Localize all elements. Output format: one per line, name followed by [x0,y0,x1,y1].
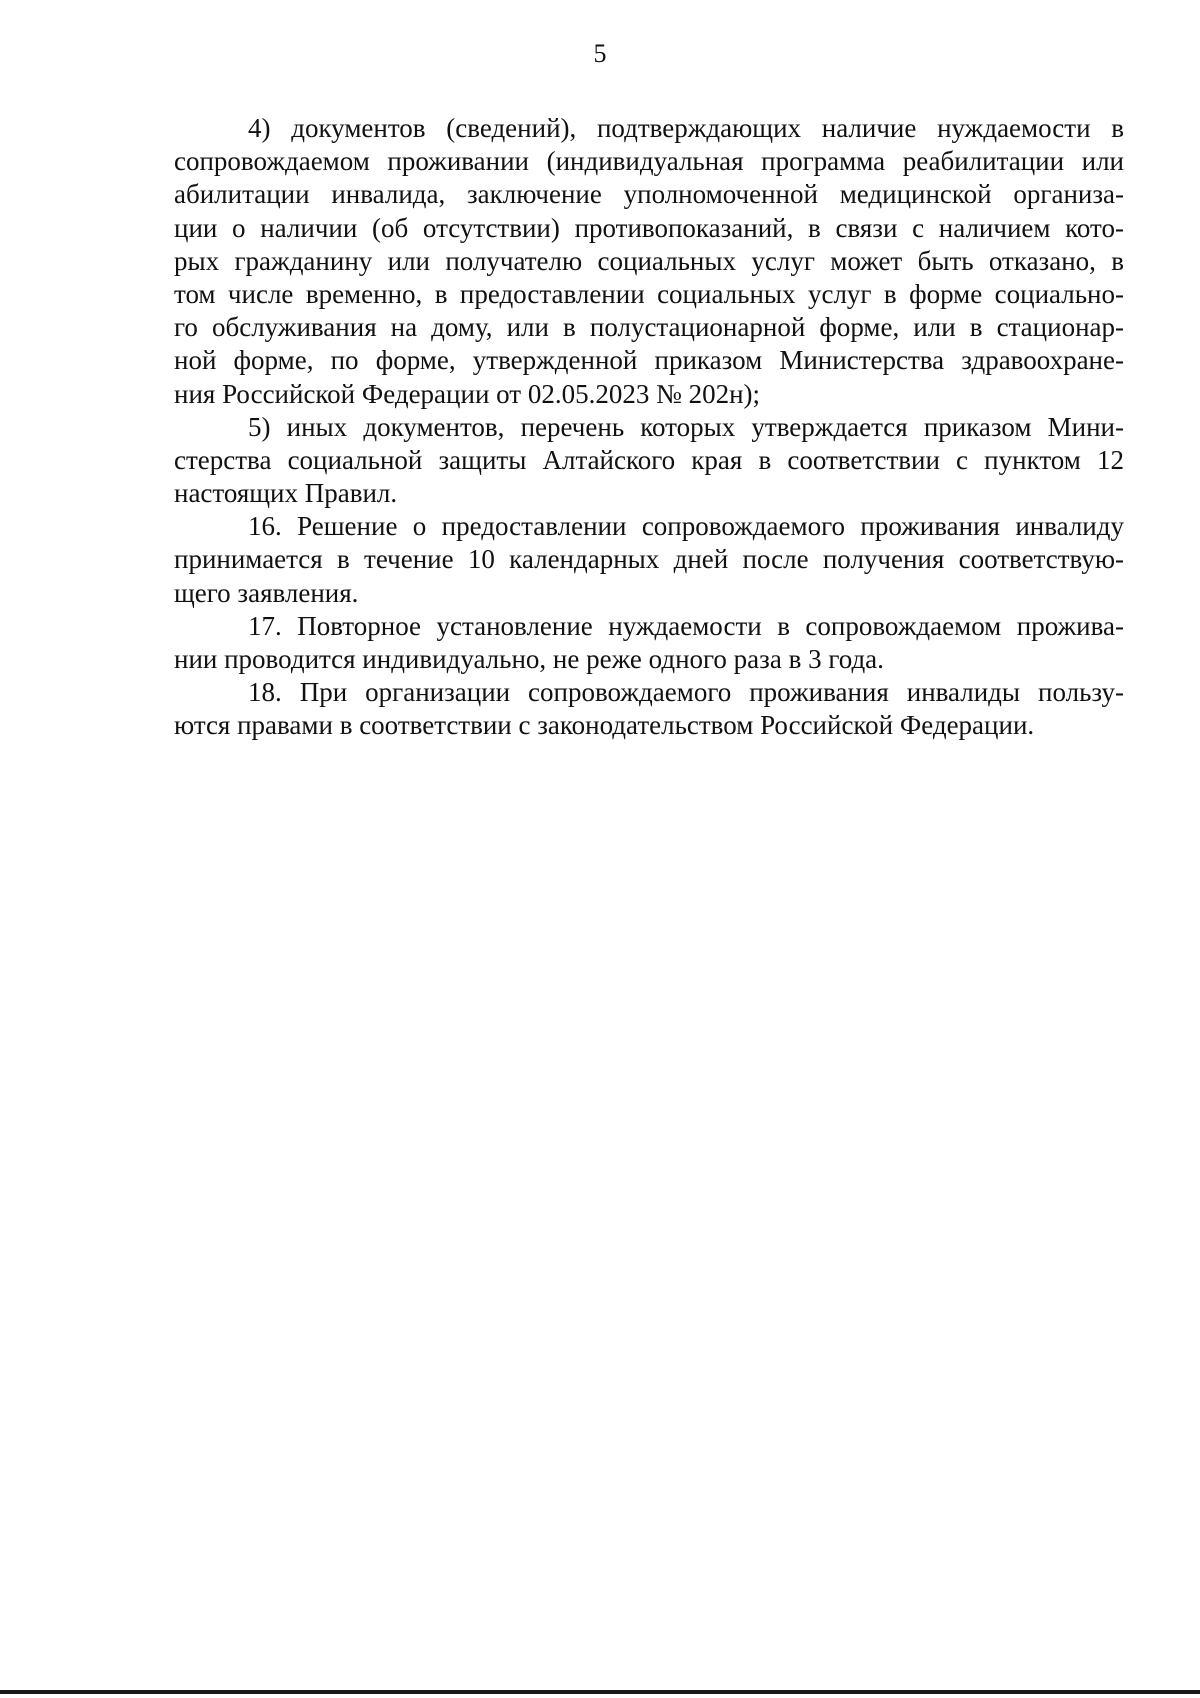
document-body [174,112,1124,743]
text-line: 17. Повторное установление нуждаемости в сопровождаемом прожива- [248,610,1124,641]
text-line: принимается в течение 10 календарных дней после получения соответствую- [174,544,1124,575]
text-line: абилитации инвалида, заключение уполномоченной медицинской организа- [174,179,1124,210]
text-line: настоящих Правил. [174,478,398,509]
paragraph-item-5 [174,411,1124,511]
text-line: ния Российской Федерации от 02.05.2023 № 202н); [174,378,761,409]
paragraph-clause-17 [174,610,1124,676]
text-line: 5) иных документов, перечень которых утверждается приказом Мини- [248,411,1124,442]
page-number: 5 [593,39,607,68]
paragraph-item-4 [174,112,1124,411]
text-line: 4) документов (сведений), подтверждающих наличие нуждаемости в [248,113,1124,143]
text-line: 16. Решение о предоставлении сопровождаемого проживания инвалиду [248,511,1124,542]
text-line: ции о наличии (об отсутствии) противопоказаний, в связи с наличием кото- [174,212,1124,243]
text-line: рых гражданину или получателю социальных услуг может быть отказано, в [174,245,1124,276]
paragraph-clause-18 [174,676,1124,742]
text-line: стерства социальной защиты Алтайского края в соответствии с пунктом 12 [174,444,1124,475]
bottom-scan-edge [0,1690,1200,1694]
text-line: сопровождаемом проживании (индивидуальная программа реабилитации или [174,146,1124,177]
text-line: щего заявления. [174,577,359,608]
text-line: ются правами в соответствии с законодательством Российской Федерации. [174,710,1035,741]
text-line: том числе временно, в предоставлении социальных услуг в форме социально- [174,278,1124,309]
text-line: нии проводится индивидуально, не реже одного раза в 3 года. [174,644,884,674]
text-line: го обслуживания на дому, или в полустационарной форме, или в стационар- [174,312,1124,343]
text-line: 18. При организации сопровождаемого проживания инвалиды пользу- [248,677,1124,708]
paragraph-clause-16 [174,510,1124,610]
text-line: ной форме, по форме, утвержденной приказом Министерства здравоохране- [174,345,1124,376]
